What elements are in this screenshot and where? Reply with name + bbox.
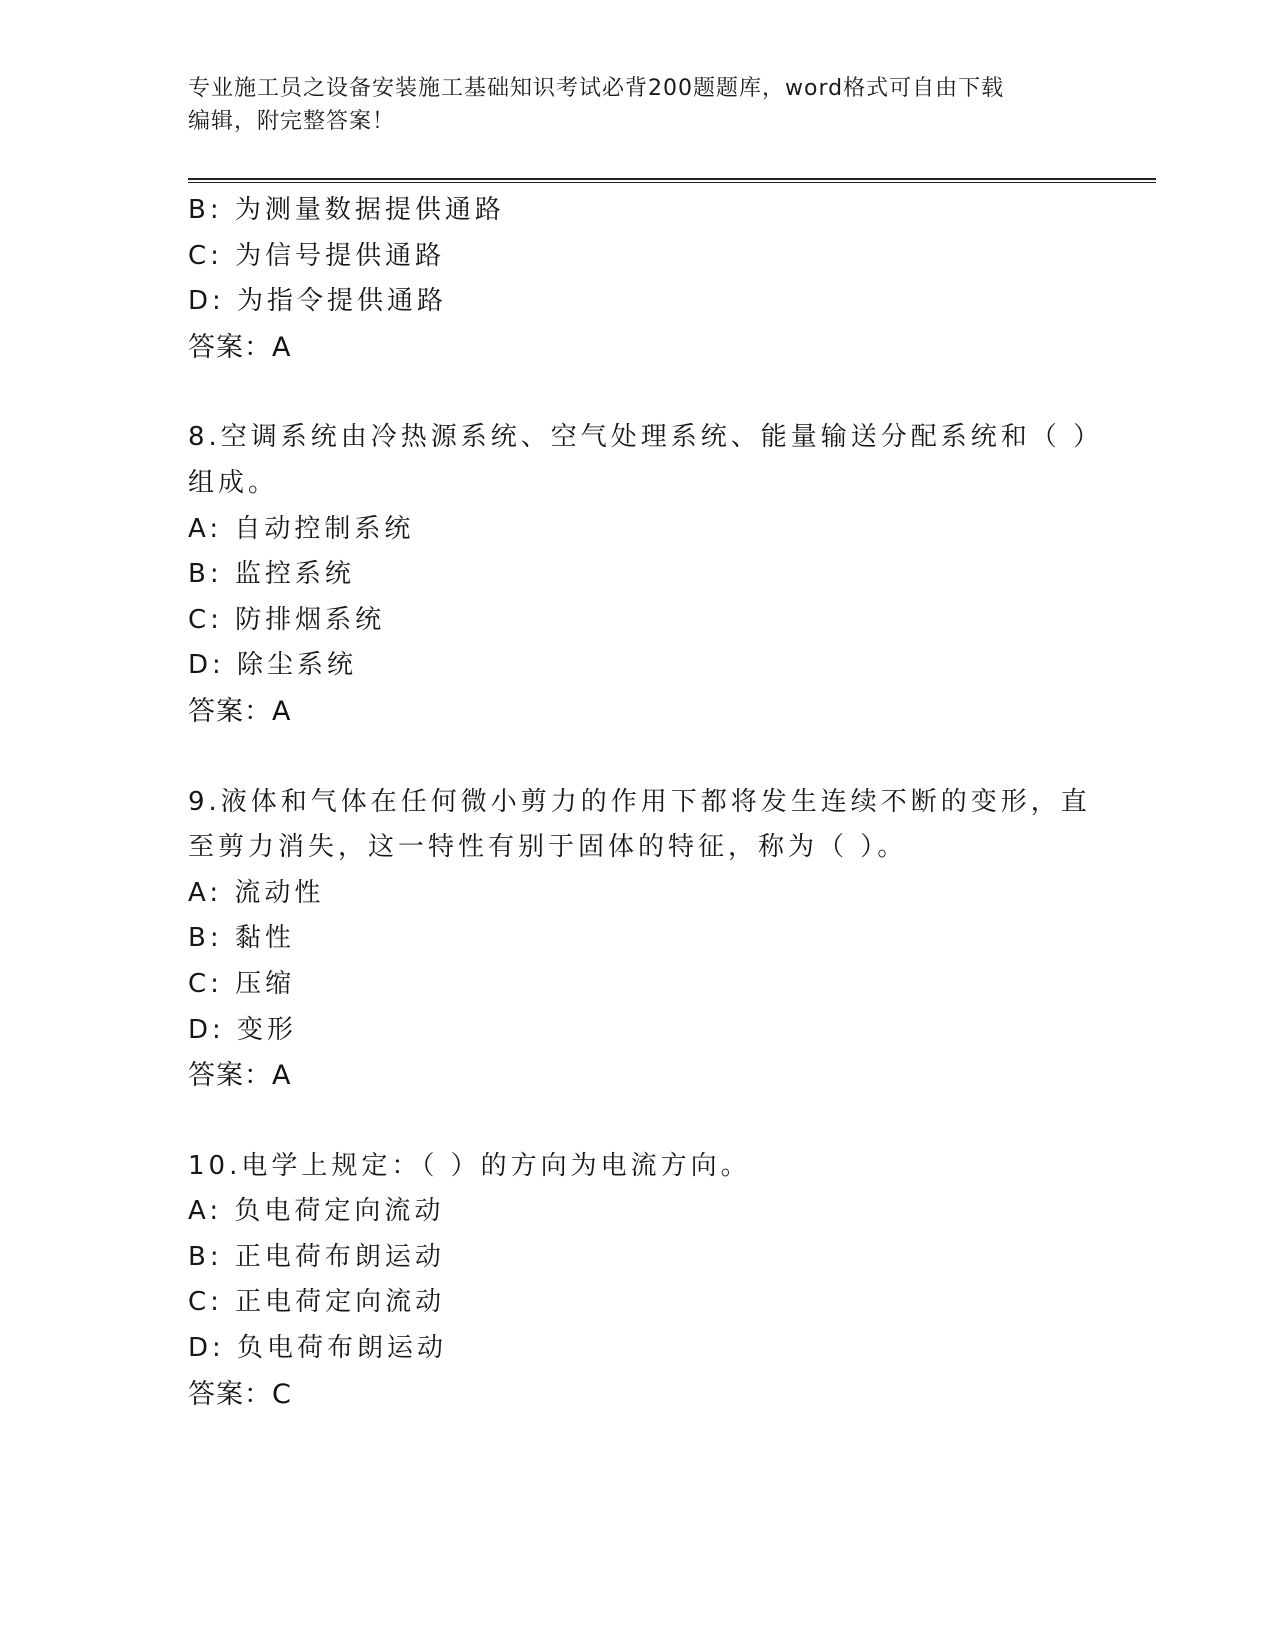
question-stem: 8.空调系统由冷热源系统、空气处理系统、能量输送分配系统和（ ） (188, 422, 1104, 453)
option-c: C: 防排烟系统 (188, 604, 386, 635)
option-a: A: 自动控制系统 (188, 513, 415, 544)
question-9 (188, 780, 1091, 1099)
question-10 (188, 1144, 1088, 1418)
option-c: C: 为信号提供通路 (188, 240, 446, 271)
question-list (188, 188, 1104, 1417)
option-d: D: 除尘系统 (188, 650, 358, 681)
option-d: D: 变形 (188, 1014, 298, 1045)
header-title-line-2: 编辑，附完整答案！ (188, 109, 396, 134)
option-a: A: 负电荷定向流动 (188, 1196, 445, 1227)
question-7-tail (188, 188, 1088, 370)
page-header (188, 72, 1068, 138)
option-b: B: 正电荷布朗运动 (188, 1241, 445, 1272)
question-stem-continued: 至剪力消失，这一特性有别于固体的特征，称为（ ）。 (188, 832, 908, 863)
option-a: A: 流动性 (188, 877, 325, 908)
question-stem: 10.电学上规定：（ ）的方向为电流方向。 (188, 1150, 751, 1181)
option-b: B: 监控系统 (188, 559, 355, 590)
answer: 答案：A (188, 331, 292, 363)
question-stem-continued: 组成。 (188, 467, 279, 498)
answer: 答案：A (188, 695, 292, 727)
question-8 (188, 415, 1104, 734)
option-b: B: 黏性 (188, 923, 295, 954)
answer: 答案：A (188, 1060, 292, 1092)
question-stem: 9.液体和气体在任何微小剪力的作用下都将发生连续不断的变形，直 (188, 786, 1091, 817)
header-divider (188, 178, 1156, 183)
answer: 答案：C (188, 1378, 292, 1410)
option-d: D: 为指令提供通路 (188, 286, 448, 317)
option-d: D: 负电荷布朗运动 (188, 1333, 448, 1364)
header-title-line-1: 专业施工员之设备安装施工基础知识考试必背200题题库，word格式可自由下载 (188, 76, 1005, 101)
option-c: C: 正电荷定向流动 (188, 1287, 446, 1318)
option-c: C: 压缩 (188, 968, 296, 999)
option-b: B: 为测量数据提供通路 (188, 195, 505, 225)
